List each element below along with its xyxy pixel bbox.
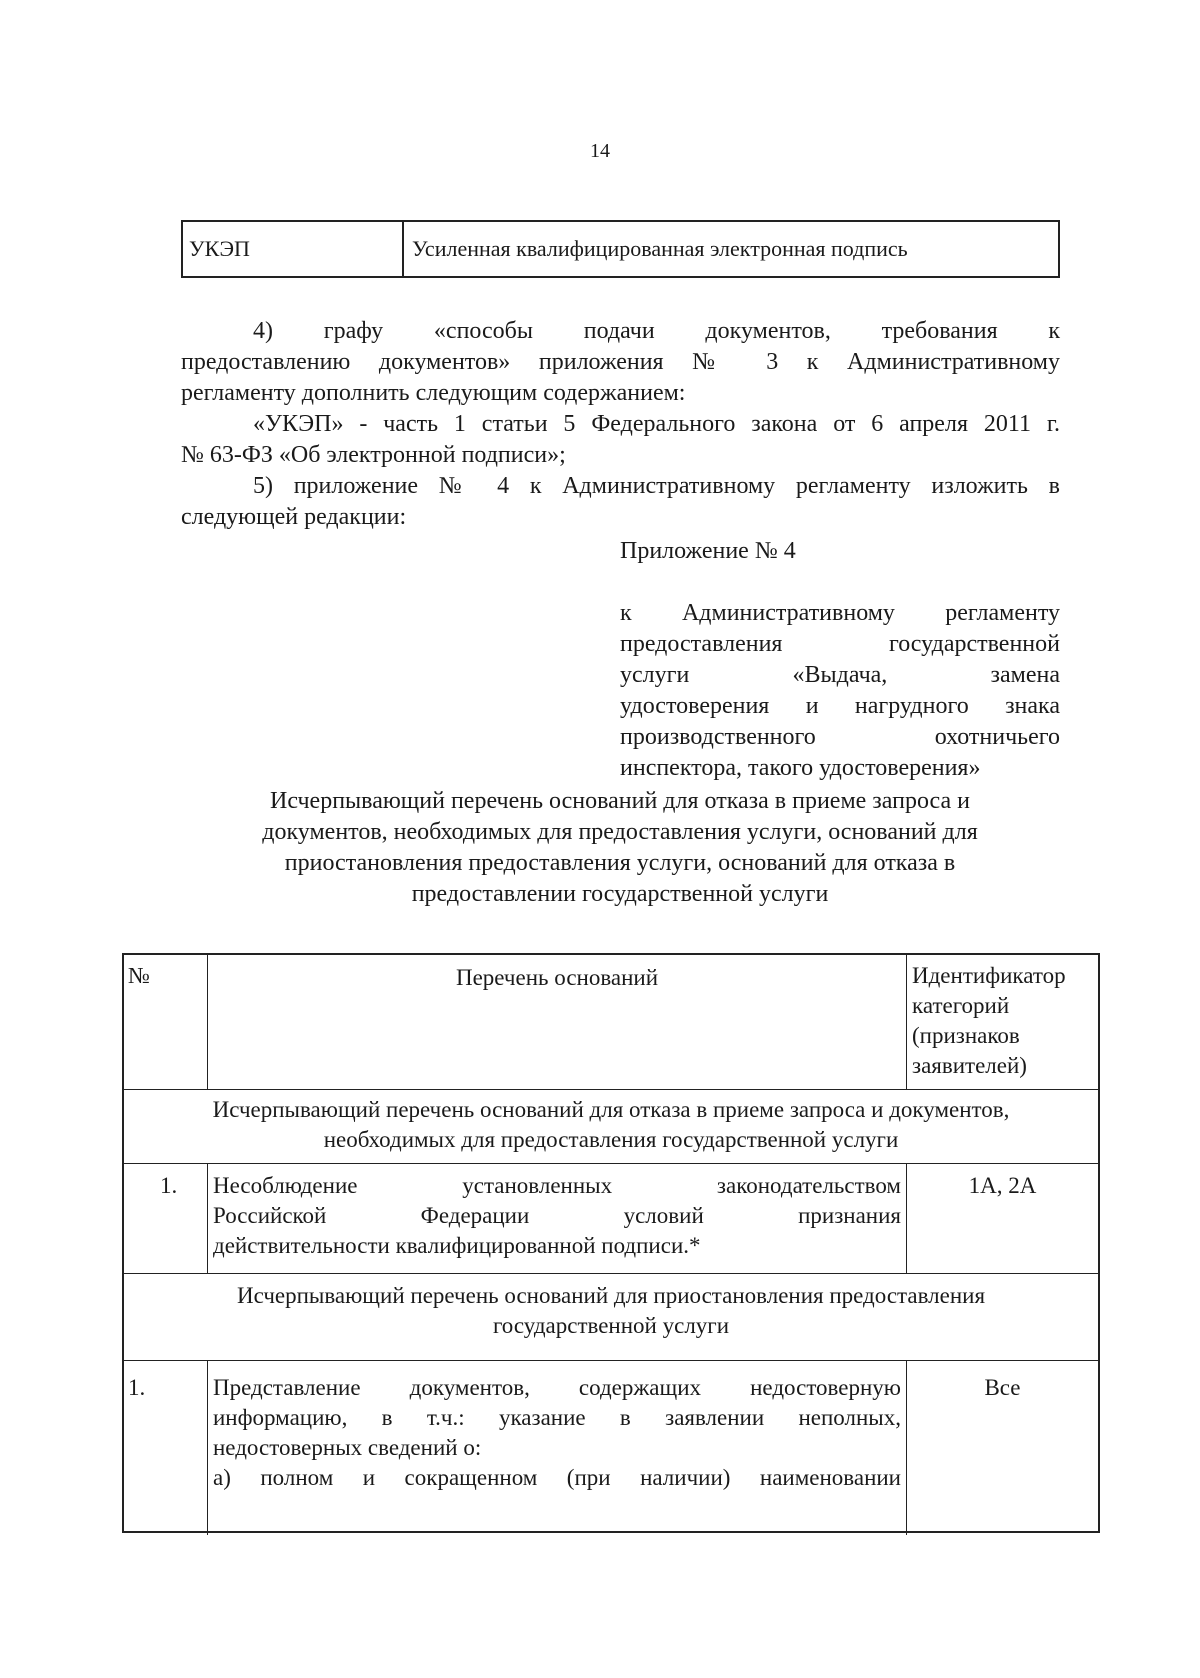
item5-line-1: 5) приложение № 4 к Административному регламенту изложить в [253, 473, 1060, 499]
page-number: 14 [590, 140, 610, 162]
row1-number: 1. [160, 1173, 178, 1198]
header-id-line-1: Идентификатор [912, 963, 1066, 988]
heading-line-3: приостановления предоставления услуги, оснований для отказа в [284, 850, 956, 876]
appendix-line-1: к Административному регламенту [620, 600, 1060, 626]
section1-line-2: необходимых для предоставления государственной услуги [323, 1127, 899, 1152]
table-rule [906, 955, 907, 1089]
row1-id: 1А, 2А [968, 1173, 1037, 1198]
header-list: Перечень оснований [455, 965, 659, 990]
section1-line-1: Исчерпывающий перечень оснований для отказа в приеме запроса и документов, [212, 1097, 1010, 1122]
table-rule [207, 1163, 208, 1273]
table-rule [124, 1360, 1098, 1361]
row1-text-line-1: Несоблюдение установленных законодательством [213, 1173, 901, 1198]
section2-line-2: государственной услуги [492, 1313, 730, 1338]
table-rule [124, 1089, 1098, 1090]
header-id-line-2: категорий [912, 993, 1010, 1018]
row2-text-line-2: информацию, в т.ч.: указание в заявлении неполных, [213, 1405, 901, 1430]
row2-text-line-1: Представление документов, содержащих недостоверную [213, 1375, 901, 1400]
appendix-line-3: услуги «Выдача, замена [620, 662, 1060, 688]
row1-text-line-2: Российской Федерации условий признания [213, 1203, 901, 1228]
appendix-line-6: инспектора, такого удостоверения» [620, 755, 981, 781]
abbreviation-table [181, 220, 1060, 278]
item4-line-1: 4) графу «способы подачи документов, требования к [253, 318, 1060, 344]
abbreviation-code: УКЭП [183, 222, 404, 276]
item4-quote-line-1: «УКЭП» - часть 1 статьи 5 Федерального закона от 6 апреля 2011 г. [253, 411, 1060, 437]
header-number: № [128, 963, 150, 988]
header-id-line-4: заявителей) [912, 1053, 1027, 1078]
table-rule [207, 1360, 208, 1535]
appendix-title: Приложение № 4 [620, 538, 796, 564]
header-id-line-3: (признаков [912, 1023, 1020, 1048]
item4-quote-line-2: № 63-ФЗ «Об электронной подписи»; [181, 442, 566, 468]
heading-line-2: документов, необходимых для предоставления услуги, оснований для [262, 819, 978, 845]
grounds-table [122, 953, 1100, 1533]
appendix-line-5: производственного охотничьего [620, 724, 1060, 750]
heading-line-1: Исчерпывающий перечень оснований для отказа в приеме запроса и [269, 788, 970, 814]
item4-line-3: регламенту дополнить следующим содержанием: [181, 380, 686, 406]
row2-id: Все [984, 1375, 1021, 1400]
appendix-line-4: удостоверения и нагрудного знака [620, 693, 1060, 719]
item5-line-2: следующей редакции: [181, 504, 407, 530]
table-rule [124, 1273, 1098, 1274]
row2-text-line-4: а) полном и сокращенном (при наличии) наименовании [213, 1465, 901, 1490]
row2-text-line-3: недостоверных сведений о: [213, 1435, 482, 1460]
row2-number: 1. [128, 1375, 146, 1400]
table-rule [124, 1163, 1098, 1164]
abbreviation-meaning: Усиленная квалифицированная электронная подпись [412, 236, 908, 261]
section2-line-1: Исчерпывающий перечень оснований для приостановления предоставления [236, 1283, 986, 1308]
heading-line-4: предоставлении государственной услуги [411, 881, 829, 907]
appendix-line-2: предоставления государственной [620, 631, 1060, 657]
item4-line-2: предоставлению документов» приложения № 3 к Административному [181, 349, 1060, 375]
row1-text-line-3: действительности квалифицированной подписи.* [213, 1233, 701, 1258]
